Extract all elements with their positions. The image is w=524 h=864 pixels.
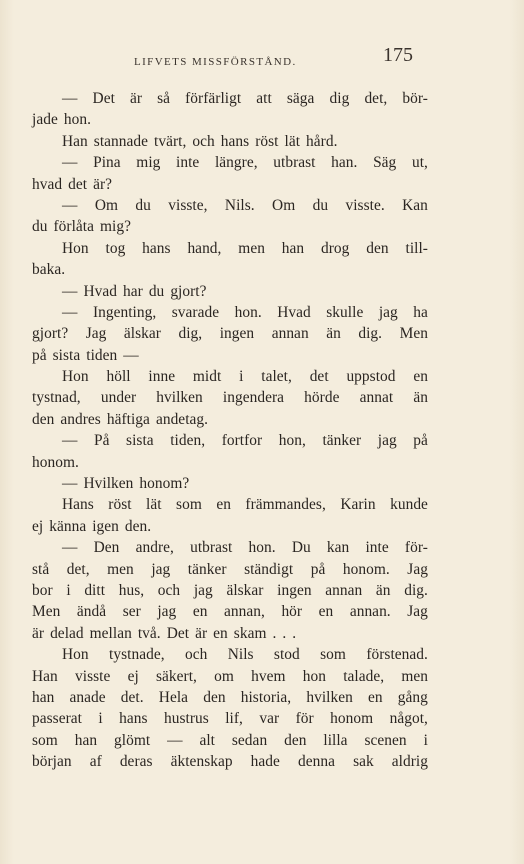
- text-line: gjort? Jag älskar dig, ingen annan än dig. Men: [32, 325, 428, 343]
- text-line: — Pina mig inte längre, utbrast han. Säg ut,: [62, 154, 428, 172]
- text-line: Hon höll inne midt i talet, det uppstod en: [62, 368, 428, 386]
- text-line: bor i ditt hus, och jag älskar ingen annan än dig.: [32, 581, 428, 599]
- text-line: början af deras äktenskap hade denna sak aldrig: [32, 753, 428, 771]
- page-number: 175: [383, 44, 413, 66]
- text-line: stå det, men jag tänker ständigt på honom. Jag: [32, 560, 428, 578]
- text-line: Han stannade tvärt, och hans röst lät hård.: [62, 132, 338, 150]
- text-line: ej känna igen den.: [32, 517, 152, 535]
- text-line: Men ändå ser jag en annan, hör en annan. Jag: [32, 603, 428, 621]
- body-text: [32, 88, 428, 773]
- text-line: — Om du visste, Nils. Om du visste. Kan: [62, 196, 428, 214]
- text-line: den andres häftiga andetag.: [32, 410, 209, 428]
- text-line: baka.: [32, 261, 66, 279]
- text-line: passerat i hans hustrus lif, var för honom något,: [32, 710, 428, 728]
- text-line: Han visste ej säkert, om hvem hon talade, men: [32, 667, 428, 685]
- text-line: Hon tog hans hand, men han drog den till-: [62, 239, 428, 257]
- text-line: är delad mellan två. Det är en skam . . .: [32, 624, 297, 642]
- text-line: — Hvilken honom?: [62, 475, 190, 493]
- running-title: LIFVETS MISSFÖRSTÅND.: [134, 56, 297, 68]
- text-line: — På sista tiden, fortfor hon, tänker jag på: [62, 432, 428, 450]
- text-line: Hans röst lät som en främmandes, Karin kunde: [62, 496, 428, 514]
- text-line: — Det är så förfärligt att säga dig det, bör-: [62, 90, 428, 107]
- text-line: hvad det är?: [32, 175, 113, 193]
- text-line: honom.: [32, 453, 79, 471]
- text-line: tystnad, under hvilken ingendera hörde annat än: [32, 389, 428, 407]
- text-line: — Hvad har du gjort?: [62, 282, 207, 300]
- text-line: Hon tystnade, och Nils stod som förstenad.: [62, 646, 428, 664]
- text-line: som han glömt — alt sedan den lilla scenen i: [32, 731, 428, 749]
- text-line: på sista tiden —: [32, 346, 139, 364]
- page-header: [134, 52, 424, 70]
- text-line: han anade det. Hela den historia, hvilken en gång: [32, 688, 428, 706]
- text-line: jade hon.: [32, 111, 91, 129]
- text-line: — Ingenting, svarade hon. Hvad skulle jag ha: [62, 303, 428, 321]
- text-line: — Den andre, utbrast hon. Du kan inte för-: [62, 539, 428, 557]
- text-line: du förlåta mig?: [32, 218, 131, 236]
